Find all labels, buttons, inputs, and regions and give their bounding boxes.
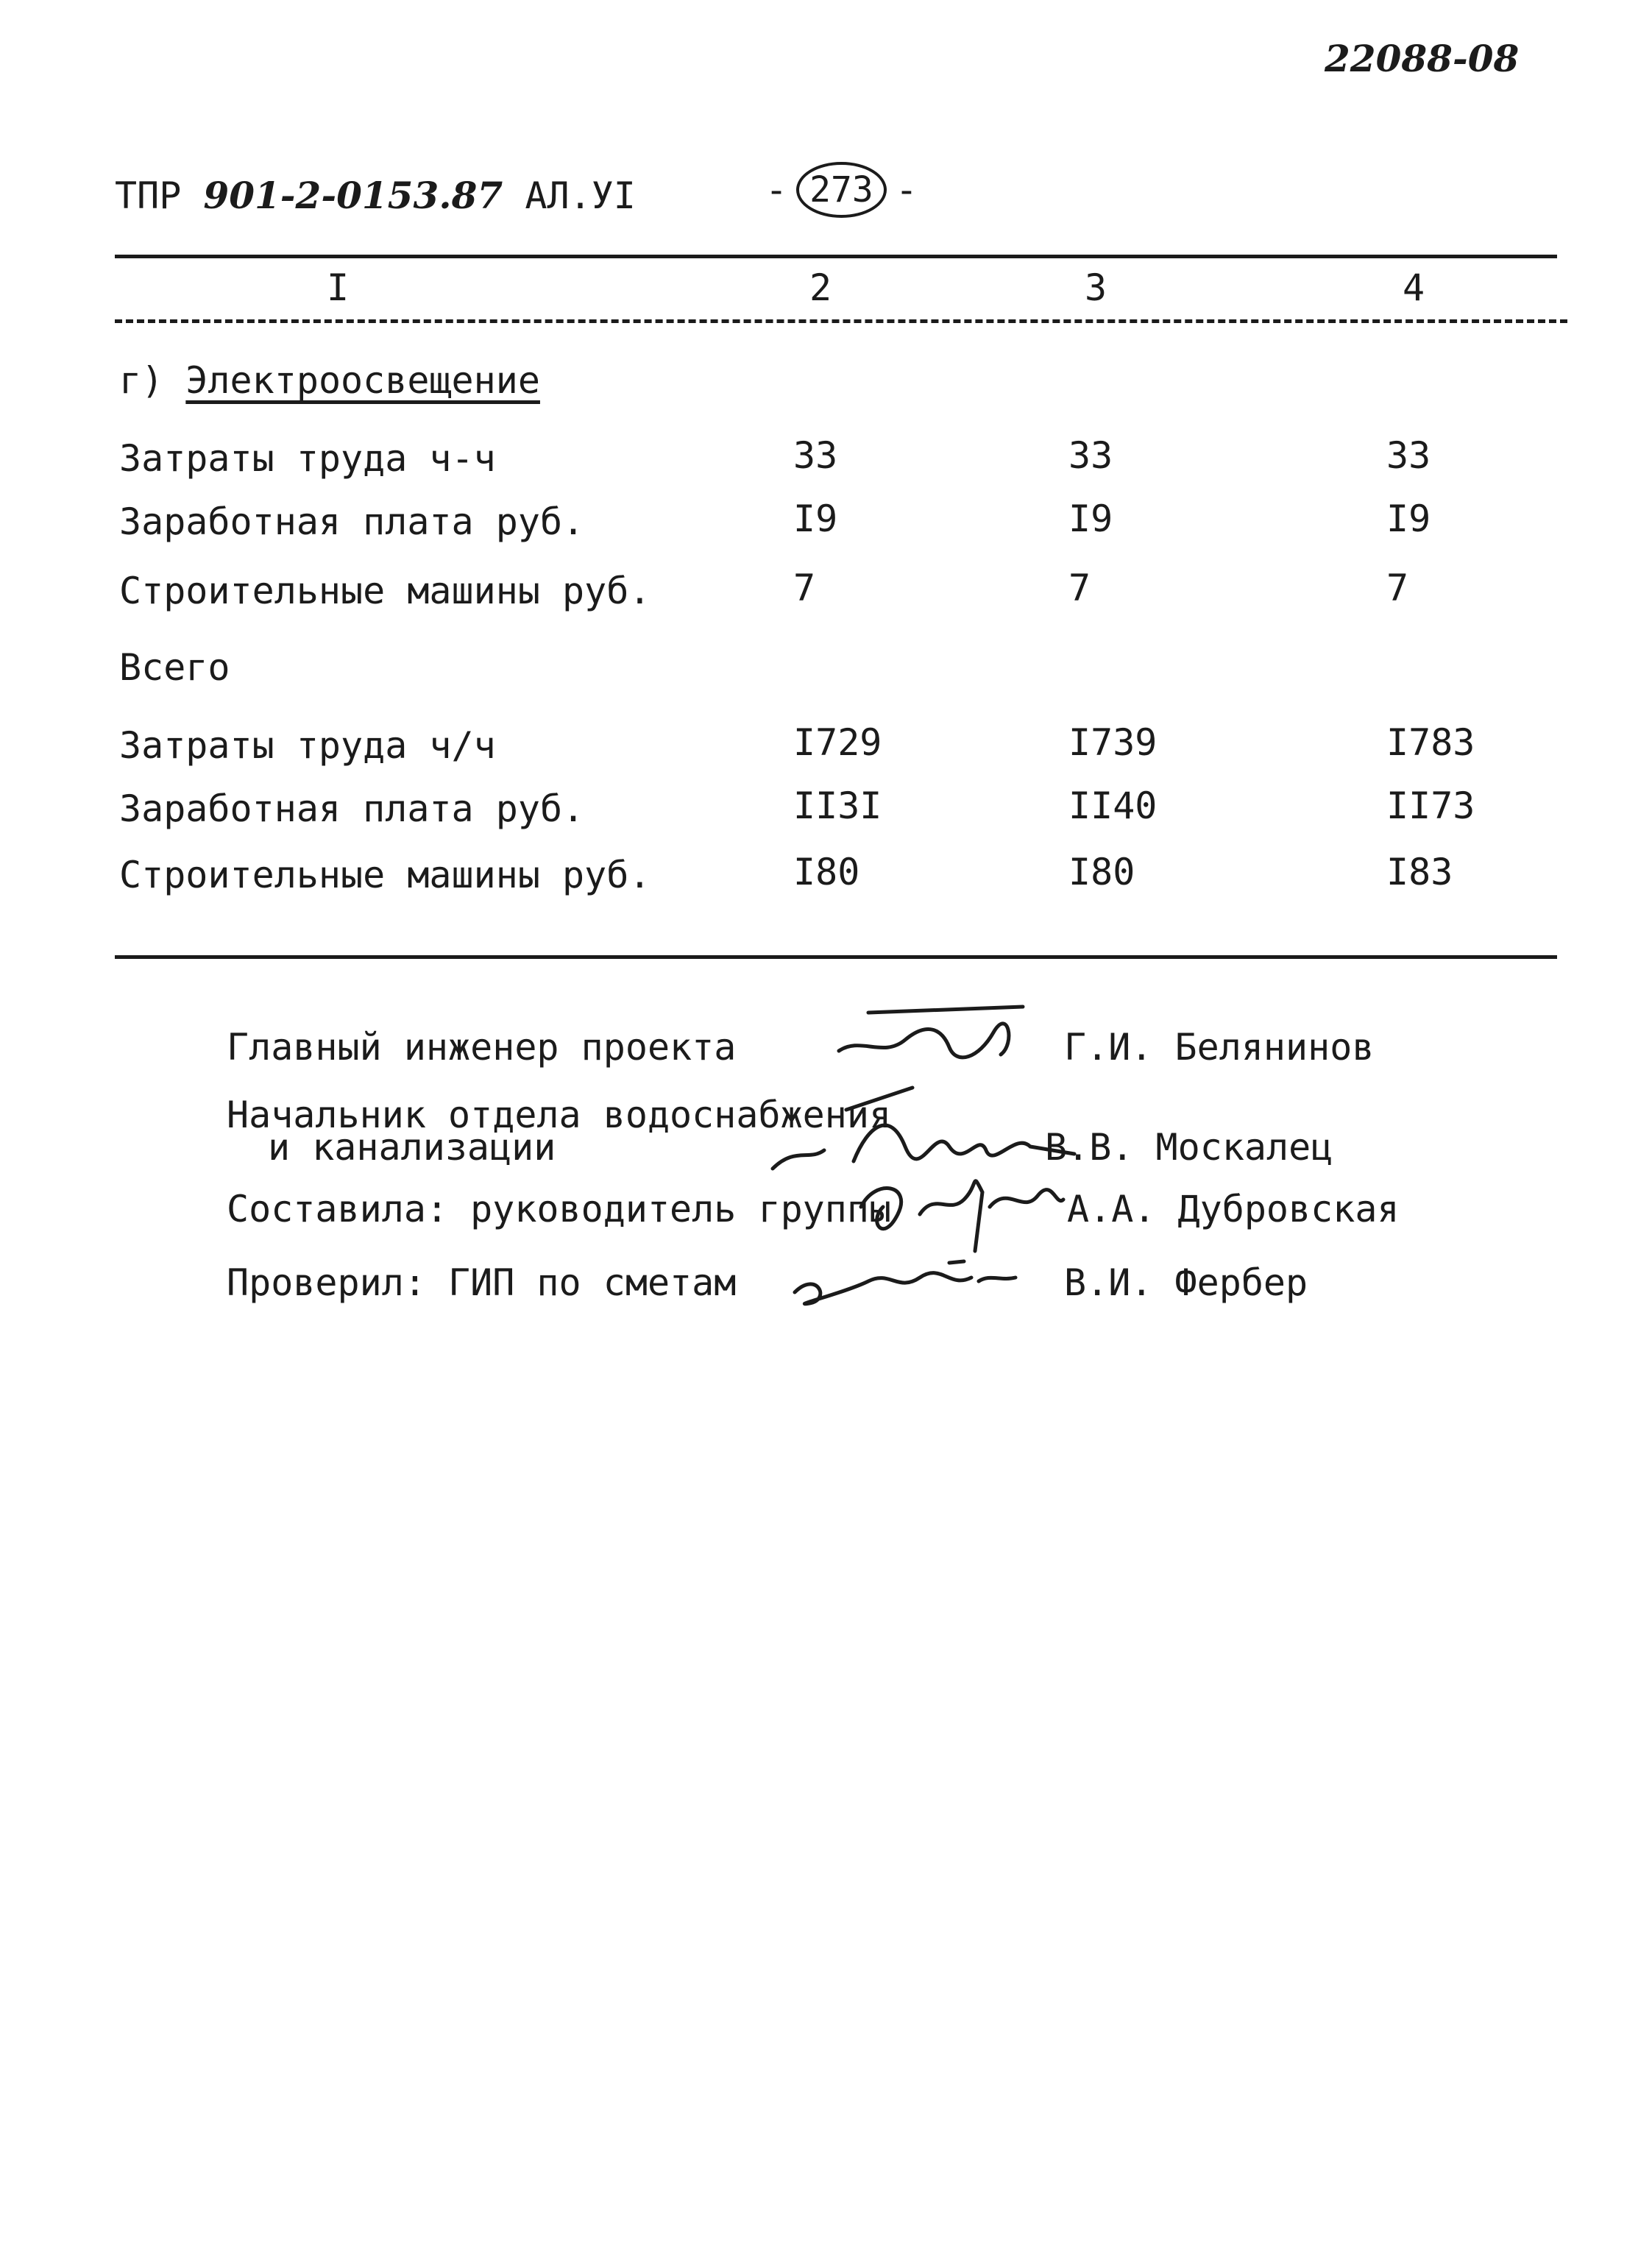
signature-mark	[780, 1248, 1030, 1314]
table-cell: II40	[1068, 784, 1158, 827]
page-number	[765, 162, 918, 218]
archive-number: 22088-08	[1325, 37, 1520, 80]
table-cell: I80	[793, 851, 860, 893]
doc-number: 901-2-0153.87	[203, 174, 503, 217]
table-cell: 33	[793, 434, 838, 477]
table-cell: 7	[1386, 567, 1409, 609]
signature-name: А.А. Дубровская	[1067, 1188, 1400, 1230]
table-cell: I9	[793, 497, 838, 540]
table-cell: I9	[1068, 497, 1113, 540]
section-title	[119, 359, 540, 402]
signature-role: Составила: руководитель группы	[227, 1188, 892, 1230]
table-row-label: Заработная плата руб.	[119, 500, 585, 543]
table-cell: I80	[1068, 851, 1135, 893]
section-title-text: Электроосвещение	[185, 359, 540, 402]
table-cell: II73	[1386, 784, 1475, 827]
signature-mark	[854, 1163, 1067, 1258]
signature-name: В.В. Москалец	[1045, 1126, 1333, 1169]
table-cell: II3I	[793, 784, 882, 827]
table-header-rule	[115, 319, 1567, 323]
signature-role-line2: и канализации	[268, 1126, 556, 1169]
column-number-2: 2	[809, 266, 832, 309]
document-code	[115, 174, 636, 217]
table-row-label: Заработная плата руб.	[119, 787, 585, 830]
table-cell: 7	[793, 567, 816, 609]
signature-role: Начальник отдела водоснабжения	[227, 1094, 892, 1136]
column-number-4: 4	[1403, 266, 1425, 309]
table-cell: I739	[1068, 721, 1158, 764]
table-row-label: Строительные машины руб.	[119, 570, 651, 612]
signature-role: Главный инженер проекта	[227, 1026, 737, 1069]
table-row-label: Затраты труда ч/ч	[119, 724, 496, 767]
signature-name: Г.И. Белянинов	[1064, 1026, 1375, 1069]
table-cell: I729	[793, 721, 882, 764]
table-cell: I83	[1386, 851, 1453, 893]
signature-mark	[839, 1007, 1030, 1073]
dash-left: -	[765, 169, 788, 211]
column-number-3: 3	[1085, 266, 1107, 309]
signature-name: В.И. Фербер	[1064, 1261, 1308, 1304]
doc-suffix: АЛ.УI	[525, 174, 636, 217]
column-number-1: I	[327, 266, 350, 309]
table-row-label: Затраты труда ч-ч	[119, 437, 496, 480]
table-cell: 33	[1068, 434, 1113, 477]
table-top-rule	[115, 255, 1557, 258]
section-title-prefix: г)	[119, 359, 164, 402]
table-cell: 33	[1386, 434, 1431, 477]
doc-prefix: ТПР	[115, 174, 182, 217]
table-row-label: Строительные машины руб.	[119, 854, 651, 896]
table-cell: I783	[1386, 721, 1475, 764]
signature-role: Проверил: ГИП по сметам	[227, 1261, 737, 1304]
table-bottom-rule	[115, 955, 1557, 959]
table-cell: 7	[1068, 567, 1091, 609]
table-cell: I9	[1386, 497, 1431, 540]
dash-right: -	[895, 169, 918, 211]
page-number-circle: 273	[796, 162, 887, 218]
total-label: Всего	[119, 646, 230, 689]
